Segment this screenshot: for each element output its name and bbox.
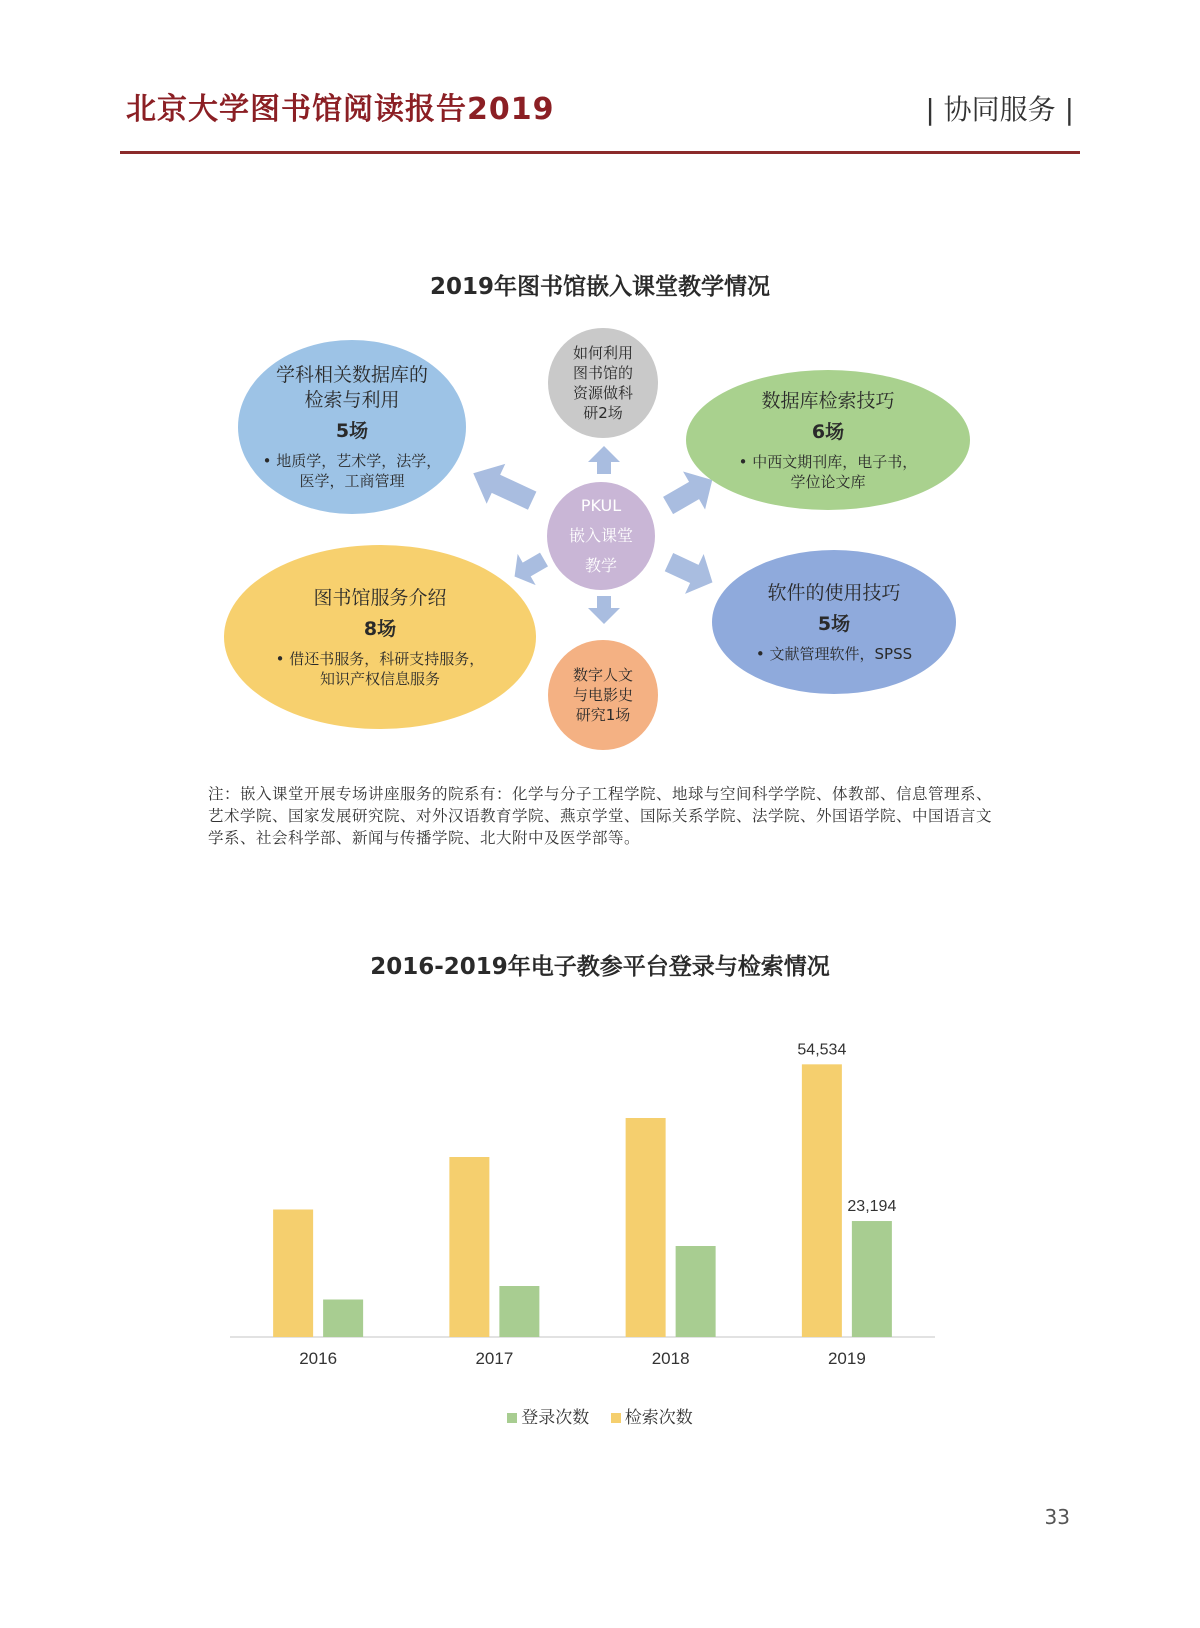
library-services-detail: • 借还书服务，科研支持服务， 知识产权信息服务 (276, 649, 485, 689)
chart-title: 2016-2019年电子教参平台登录与检索情况 (370, 954, 830, 980)
arrow-lower-right-icon (660, 542, 722, 602)
library-services-count: 8场 (363, 617, 397, 640)
database-skills-count: 6场 (811, 420, 845, 443)
x-tick-label-2018: 2018 (651, 1349, 690, 1368)
subject-databases-title: 学科相关数据库的 检索与利用 (275, 364, 428, 411)
section-label: | 协同服务 | (925, 93, 1074, 126)
node-digital-humanities (548, 640, 658, 750)
bar-chart (0, 1000, 1200, 1400)
legend-swatch-search (611, 1413, 621, 1423)
bar-search-2018 (626, 1118, 666, 1337)
node-subject-databases (238, 340, 466, 514)
bar-login-2019 (852, 1221, 892, 1337)
bar-search-2016 (273, 1210, 313, 1338)
software-skills-detail: • 文献管理软件，SPSS (756, 644, 912, 664)
diagram-note: 注：嵌入课堂开展专场讲座服务的院系有：化学与分子工程学院、地球与空间科学学院、体教部、信息管理系、艺术学院、国家发展研究院、对外汉语教育学院、燕京学堂、国际关系学院、法学院、外国语学院、中国语言文学系、社会科学部、新闻与传播学院、北大附中及医学部等。 (208, 785, 993, 847)
legend-label-search: 检索次数 (624, 1408, 693, 1428)
legend-label-login: 登录次数 (521, 1408, 590, 1428)
center-line-2: 嵌入课堂 (568, 526, 633, 545)
embedded-teaching-diagram (0, 0, 1200, 780)
center-line-1: PKUL (580, 496, 622, 515)
bar-login-2016 (323, 1300, 363, 1338)
data-label-login-2019: 23,194 (847, 1198, 897, 1216)
software-skills-count: 5场 (817, 612, 851, 635)
node-software-skills (712, 550, 956, 694)
bar-login-2018 (676, 1246, 716, 1337)
bar-login-2017 (499, 1286, 539, 1337)
chart-legend (0, 1403, 1200, 1428)
arrow-down-icon (588, 596, 620, 624)
center-node (547, 482, 655, 590)
data-label-search-2019: 54,534 (797, 1041, 847, 1059)
x-tick-label-2016: 2016 (299, 1349, 338, 1368)
subject-databases-count: 5场 (335, 420, 369, 442)
arrow-lower-left-icon (506, 544, 553, 592)
subject-databases-detail: • 地质学，艺术学，法学， 医学，工商管理 (263, 451, 442, 491)
bar-search-2017 (449, 1157, 489, 1337)
node-library-services (224, 545, 536, 729)
arrow-upper-left-icon (464, 453, 542, 520)
legend-item-search (611, 1403, 693, 1428)
library-services-title: 图书馆服务介绍 (313, 586, 447, 609)
database-skills-detail: • 中西文期刊库，电子书， 学位论文库 (739, 452, 918, 492)
report-title: 北京大学图书馆阅读报告2019 (126, 92, 555, 127)
software-skills-title: 软件的使用技巧 (767, 581, 901, 604)
database-skills-title: 数据库检索技巧 (761, 389, 895, 412)
x-tick-label-2019: 2019 (827, 1349, 866, 1368)
digital-humanities-text: 数字人文 与电影史 研究1场 (572, 666, 633, 724)
legend-swatch-login (507, 1413, 517, 1423)
legend-item-login (507, 1403, 589, 1428)
node-database-skills (686, 370, 970, 510)
x-tick-label-2017: 2017 (475, 1349, 514, 1368)
research-resources-text: 如何利用 图书馆的 资源做科 研2场 (572, 344, 633, 422)
node-research-resources (548, 328, 658, 438)
page-number: 33 (1044, 1505, 1070, 1529)
bar-search-2019 (802, 1064, 842, 1337)
center-line-3: 教学 (584, 556, 617, 575)
arrow-up-icon (588, 446, 620, 474)
diagram-title: 2019年图书馆嵌入课堂教学情况 (429, 274, 770, 300)
